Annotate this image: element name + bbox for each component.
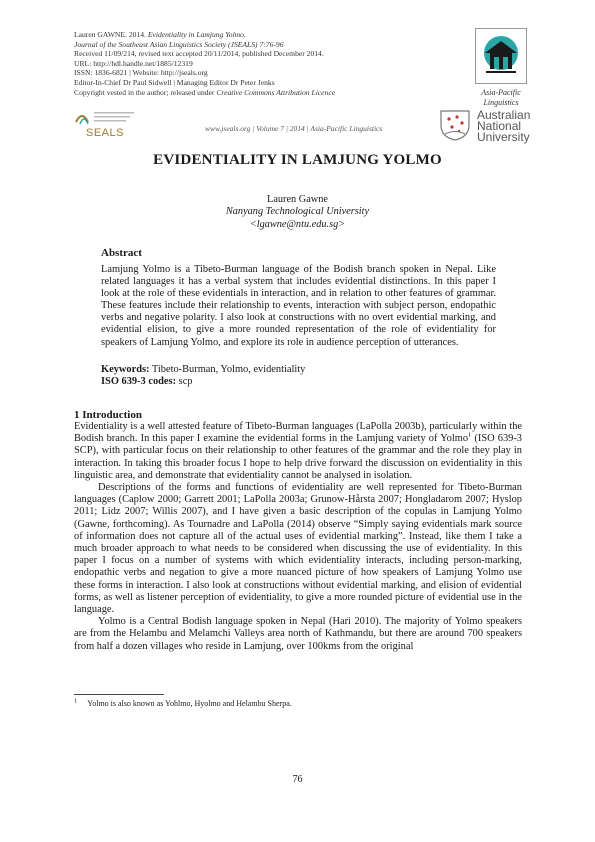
header-editor-line: Editor-In-Chief Dr Paul Sidwell | Managing Editor Dr Peter Jenks — [74, 77, 275, 87]
page-number: 76 — [292, 774, 303, 785]
header-issn-line: ISSN: 1836-6821 | Website: http://jseals.org — [74, 68, 208, 78]
section-heading-introduction: 1 Introduction — [74, 409, 142, 421]
footnote-ref[interactable]: 1 — [468, 431, 472, 439]
keywords-line: Keywords: Tibeto-Burman, Yolmo, evidentiality — [101, 364, 306, 375]
header-citation-line: Lauren GAWNE. 2014. Evidentiality in Lamjung Yolmo. — [74, 30, 246, 39]
asia-pacific-linguistics-caption: Asia-Pacific Linguistics — [481, 88, 521, 107]
header-url-line[interactable]: URL: http://hdl.handle.net/1885/12319 — [74, 58, 193, 68]
abstract-heading: Abstract — [101, 247, 142, 259]
asia-pacific-linguistics-logo — [475, 28, 527, 84]
paragraph-3: Yolmo is a Central Bodish language spoken in Nepal (Hari 2010). The majority of Yolmo speakers are from the Helambu and Melamchi Valleys area north of Kathmandu, but there are around 700 speakers from half a dozen villages who reside in Lamjung, over 100kms from the original — [74, 616, 522, 652]
header-journal-line: Journal of the Southeast Asian Linguistics Society (JSEALS) 7:76-96 — [74, 39, 284, 49]
author-name: Lauren Gawne — [267, 194, 328, 205]
header-received-line: Received 11/09/214, revised text accepted 20/11/2014, published December 2014. — [74, 49, 324, 59]
footnote-divider — [74, 694, 164, 695]
footnote: $^1$ Yolmo is also known as Yohlmo, Hyolmo and Helambu Sherpa. — [74, 697, 292, 708]
iso-codes-line: ISO 639-3 codes: scp — [101, 376, 193, 387]
author-email[interactable]: <lgawne@ntu.edu.sg> — [249, 219, 346, 230]
anu-crest-icon — [437, 107, 473, 141]
header-copyright-line: Copyright vested in the author; released under Creative Commons Attribution Licence — [74, 87, 336, 97]
abstract-text: Lamjung Yolmo is a Tibeto-Burman language of the Bodish branch spoken in Nepal. Like related languages it has a verbal system that includes evidential distinctions. In this paper I look at the role of these evidentials in interaction, and in relation to other features of grammar. These features include their relationship to events, interaction with subject person, endopathic verbs and negative polarity. I also look at constructions with no overt evidential marking, and evidential elision, to give a more rounded representation of the role of evidentiality for speakers of Lamjung Yolmo, and explore its role in audience perception of utterances. — [101, 264, 496, 348]
paper-title: EVIDENTIALITY IN LAMJUNG YOLMO — [153, 152, 442, 168]
seals-wordmark: SEALS — [86, 127, 124, 139]
author-affiliation: Nanyang Technological University — [225, 206, 370, 217]
journal-info-line: www.jseals.org | Volume 7 | 2014 | Asia-Pacific Linguistics — [205, 124, 383, 133]
paragraph-1: Evidentiality is a well attested feature of Tibeto-Burman languages (LaPolla 2003b), particularly within the Bodish branch. In this paper I examine the evidential forms in the Lamjung variety of Yolmo$^1$ (ISO 639-3 SCP), with particular focus on their relationship to other features of the grammar and the role they play in interaction. In taking this broader focus I hope to help drive forward the discussion on evidentiality in this linguistic area, and demonstrate that evidentiality cannot be analysed in isolation. — [74, 421, 522, 481]
anu-wordmark: Australian National University — [477, 108, 531, 144]
paragraph-2: Descriptions of the forms and functions of evidentiality are well represented for Tibeto-Burman languages (Caplow 2000; Garrett 2001; LaPolla 2003a; Grunow-Hårsta 2007; Hongladarom 2007; Hyslop 2011; Lidz 2007; Willis 2007), and I have given a basic description of the copulas in Lamjung Yolmo (Gawne, forthcoming). As Tournadre and LaPolla (2014) observe “Simply saying evidentials mark source of information does not capture all of the actual uses of evidential marking”. Instead, like them I take a much broader approach to what needs to be considered when discussing the use of evidentiality. In this paper I focus on a number of systems with which evidentiality interacts, including person-marking, endopathic verbs and negation to give a more nuanced picture of how speakers of Lamjung Yolmo use these forms in interaction. I also look at constructions without evidential marking, and elision of evidential forms, as well as listener perception of evidentiality, to give a more rounded picture of evidential use in the language. — [74, 482, 522, 616]
introduction-body — [74, 421, 522, 653]
article-header — [74, 30, 434, 97]
